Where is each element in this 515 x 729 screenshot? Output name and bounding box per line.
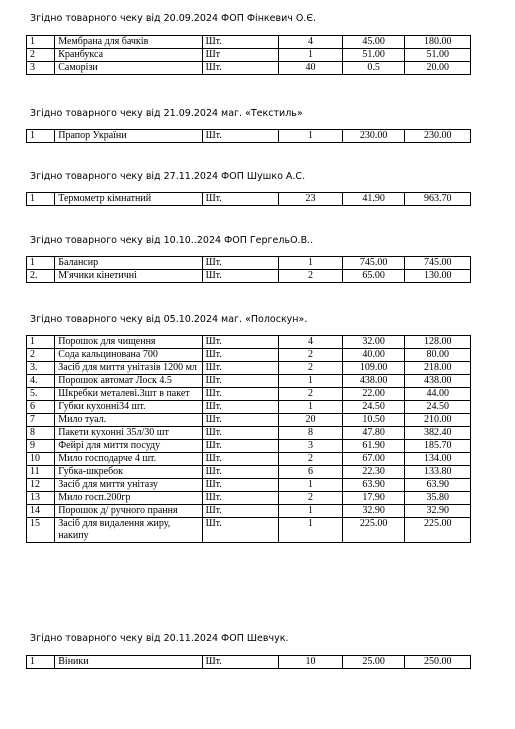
table-row: [27, 49, 471, 62]
quantity-cell: 1: [279, 401, 343, 414]
receipt-items-table: [26, 256, 471, 283]
unit-price-cell: 41.90: [342, 193, 405, 206]
unit-price-cell: 25.00: [342, 656, 405, 669]
quantity-cell: 2: [279, 453, 343, 466]
table-row: [27, 36, 471, 49]
unit-cell: Шт.: [202, 36, 279, 49]
item-name-cell: Мило господарче 4 шт.: [55, 453, 202, 466]
row-number-cell: 13: [27, 492, 55, 505]
quantity-cell: 2: [279, 362, 343, 375]
unit-price-cell: 17.90: [342, 492, 405, 505]
line-total-cell: 134.00: [405, 453, 471, 466]
table-row: [27, 492, 471, 505]
receipt-heading: Згідно товарного чеку від 05.10.2024 маг. «Полоскун».: [30, 314, 308, 325]
unit-cell: Шт.: [202, 336, 279, 349]
item-name-cell: Балансир: [55, 257, 202, 270]
unit-cell: Шт.: [202, 349, 279, 362]
row-number-cell: 11: [27, 466, 55, 479]
row-number-cell: 2: [27, 349, 55, 362]
unit-price-cell: 0.5: [342, 62, 405, 75]
item-name-cell: Губка-шкребок: [55, 466, 202, 479]
quantity-cell: 1: [279, 505, 343, 518]
table-row: [27, 479, 471, 492]
unit-price-cell: 61.90: [342, 440, 405, 453]
quantity-cell: 1: [279, 130, 343, 143]
table-row: [27, 362, 471, 375]
row-number-cell: 1: [27, 257, 55, 270]
row-number-cell: 12: [27, 479, 55, 492]
table-row: [27, 130, 471, 143]
row-number-cell: 1: [27, 336, 55, 349]
receipt-heading: Згідно товарного чеку від 20.11.2024 ФОП Шевчук.: [30, 633, 289, 644]
quantity-cell: 2: [279, 270, 343, 283]
receipt-items-table: [26, 35, 471, 75]
item-name-cell: Термометр кімнатний: [55, 193, 202, 206]
unit-price-cell: 230.00: [342, 130, 405, 143]
receipt-items-table: [26, 129, 471, 143]
quantity-cell: 10: [279, 656, 343, 669]
unit-price-cell: 109.00: [342, 362, 405, 375]
line-total-cell: 745.00: [405, 257, 471, 270]
table-row: [27, 257, 471, 270]
row-number-cell: 3.: [27, 362, 55, 375]
unit-cell: Шт.: [202, 401, 279, 414]
item-name-cell: Мило туал.: [55, 414, 202, 427]
line-total-cell: 218.00: [405, 362, 471, 375]
table-row: [27, 193, 471, 206]
unit-price-cell: 24.50: [342, 401, 405, 414]
item-name-cell: Засіб для миття унітазу: [55, 479, 202, 492]
unit-cell: Шт.: [202, 427, 279, 440]
unit-cell: Шт.: [202, 193, 279, 206]
row-number-cell: 10: [27, 453, 55, 466]
table-row: [27, 336, 471, 349]
quantity-cell: 1: [279, 375, 343, 388]
quantity-cell: 6: [279, 466, 343, 479]
item-name-cell: Порошок д/ ручного прання: [55, 505, 202, 518]
unit-price-cell: 32.90: [342, 505, 405, 518]
line-total-cell: 20.00: [405, 62, 471, 75]
row-number-cell: 5.: [27, 388, 55, 401]
item-name-cell: Сода кальцинована 700: [55, 349, 202, 362]
line-total-cell: 133.80: [405, 466, 471, 479]
quantity-cell: 3: [279, 440, 343, 453]
row-number-cell: 4.: [27, 375, 55, 388]
unit-price-cell: 51.00: [342, 49, 405, 62]
receipt-items-table: [26, 655, 471, 669]
row-number-cell: 14: [27, 505, 55, 518]
line-total-cell: 250.00: [405, 656, 471, 669]
item-name-cell: Порошок для чищення: [55, 336, 202, 349]
line-total-cell: 32.90: [405, 505, 471, 518]
line-total-cell: 185.70: [405, 440, 471, 453]
item-name-cell: Мембрана для бачків: [55, 36, 202, 49]
table-row: [27, 427, 471, 440]
item-name-cell: Мило госп.200гр: [55, 492, 202, 505]
line-total-cell: 963.70: [405, 193, 471, 206]
table-row: [27, 414, 471, 427]
line-total-cell: 230.00: [405, 130, 471, 143]
unit-price-cell: 438.00: [342, 375, 405, 388]
line-total-cell: 24.50: [405, 401, 471, 414]
table-row: [27, 656, 471, 669]
table-row: [27, 466, 471, 479]
receipt-items-table: [26, 335, 471, 543]
quantity-cell: 1: [279, 518, 343, 543]
unit-cell: Шт.: [202, 505, 279, 518]
item-name-cell: Саморізи: [55, 62, 202, 75]
unit-price-cell: 22.30: [342, 466, 405, 479]
item-name-cell: Віники: [55, 656, 202, 669]
receipt-heading: Згідно товарного чеку від 21.09.2024 маг. «Текстиль»: [30, 108, 303, 119]
quantity-cell: 1: [279, 257, 343, 270]
line-total-cell: 80.00: [405, 349, 471, 362]
unit-cell: Шт.: [202, 362, 279, 375]
unit-cell: Шт.: [202, 492, 279, 505]
unit-cell: Шт.: [202, 414, 279, 427]
item-name-cell: Шкребки металеві.3шт в пакет: [55, 388, 202, 401]
table-row: [27, 440, 471, 453]
row-number-cell: 1: [27, 36, 55, 49]
line-total-cell: 382.40: [405, 427, 471, 440]
unit-cell: Шт.: [202, 130, 279, 143]
table-row: [27, 375, 471, 388]
unit-cell: Шт: [202, 49, 279, 62]
unit-price-cell: 745.00: [342, 257, 405, 270]
line-total-cell: 51.00: [405, 49, 471, 62]
line-total-cell: 225.00: [405, 518, 471, 543]
row-number-cell: 1: [27, 656, 55, 669]
row-number-cell: 1: [27, 130, 55, 143]
line-total-cell: 44.00: [405, 388, 471, 401]
row-number-cell: 8: [27, 427, 55, 440]
quantity-cell: 8: [279, 427, 343, 440]
quantity-cell: 2: [279, 349, 343, 362]
unit-price-cell: 45.00: [342, 36, 405, 49]
unit-cell: Шт.: [202, 388, 279, 401]
quantity-cell: 4: [279, 36, 343, 49]
table-row: [27, 453, 471, 466]
row-number-cell: 7: [27, 414, 55, 427]
table-row: [27, 505, 471, 518]
item-name-cell: Прапор України: [55, 130, 202, 143]
unit-cell: Шт.: [202, 479, 279, 492]
unit-price-cell: 32.00: [342, 336, 405, 349]
table-row: [27, 270, 471, 283]
unit-cell: Шт.: [202, 466, 279, 479]
line-total-cell: 63.90: [405, 479, 471, 492]
receipt-items-table: [26, 192, 471, 206]
item-name-cell: Порошок автомат Лоск 4.5: [55, 375, 202, 388]
item-name-cell: Пакети кухонні 35л/30 шт: [55, 427, 202, 440]
unit-cell: Шт.: [202, 440, 279, 453]
table-row: [27, 518, 471, 543]
item-name-cell: Засіб для видалення жиру, накипу: [55, 518, 202, 543]
table-row: [27, 349, 471, 362]
unit-price-cell: 22.00: [342, 388, 405, 401]
unit-price-cell: 225.00: [342, 518, 405, 543]
quantity-cell: 2: [279, 388, 343, 401]
item-name-cell: Кранбукса: [55, 49, 202, 62]
quantity-cell: 20: [279, 414, 343, 427]
unit-cell: Шт.: [202, 453, 279, 466]
line-total-cell: 130.00: [405, 270, 471, 283]
quantity-cell: 4: [279, 336, 343, 349]
row-number-cell: 3: [27, 62, 55, 75]
quantity-cell: 23: [279, 193, 343, 206]
unit-price-cell: 47.80: [342, 427, 405, 440]
line-total-cell: 438.00: [405, 375, 471, 388]
line-total-cell: 35.80: [405, 492, 471, 505]
unit-price-cell: 67.00: [342, 453, 405, 466]
row-number-cell: 15: [27, 518, 55, 543]
unit-price-cell: 63.90: [342, 479, 405, 492]
quantity-cell: 40: [279, 62, 343, 75]
table-row: [27, 388, 471, 401]
row-number-cell: 2.: [27, 270, 55, 283]
line-total-cell: 180.00: [405, 36, 471, 49]
receipt-heading: Згідно товарного чеку від 27.11.2024 ФОП Шушко А.С.: [30, 171, 306, 182]
unit-cell: Шт.: [202, 656, 279, 669]
row-number-cell: 1: [27, 193, 55, 206]
table-row: [27, 401, 471, 414]
row-number-cell: 9: [27, 440, 55, 453]
line-total-cell: 128.00: [405, 336, 471, 349]
unit-price-cell: 40.00: [342, 349, 405, 362]
unit-cell: Шт.: [202, 257, 279, 270]
table-row: [27, 62, 471, 75]
row-number-cell: 2: [27, 49, 55, 62]
unit-price-cell: 65.00: [342, 270, 405, 283]
item-name-cell: М'ячики кінетичні: [55, 270, 202, 283]
item-name-cell: Губки кухонні34 шт.: [55, 401, 202, 414]
receipt-heading: Згідно товарного чеку від 10.10..2024 ФОП ГергельО.В..: [30, 235, 314, 246]
quantity-cell: 1: [279, 479, 343, 492]
line-total-cell: 210.00: [405, 414, 471, 427]
row-number-cell: 6: [27, 401, 55, 414]
receipt-heading: Згідно товарного чеку від 20.09.2024 ФОП Фінкевич О.Є.: [30, 13, 317, 24]
unit-cell: Шт.: [202, 375, 279, 388]
unit-cell: Шт.: [202, 62, 279, 75]
item-name-cell: Фейрі для миття посуду: [55, 440, 202, 453]
quantity-cell: 2: [279, 492, 343, 505]
unit-price-cell: 10.50: [342, 414, 405, 427]
unit-cell: Шт.: [202, 518, 279, 543]
item-name-cell: Засіб для миття унітазів 1200 мл: [55, 362, 202, 375]
unit-cell: Шт.: [202, 270, 279, 283]
quantity-cell: 1: [279, 49, 343, 62]
